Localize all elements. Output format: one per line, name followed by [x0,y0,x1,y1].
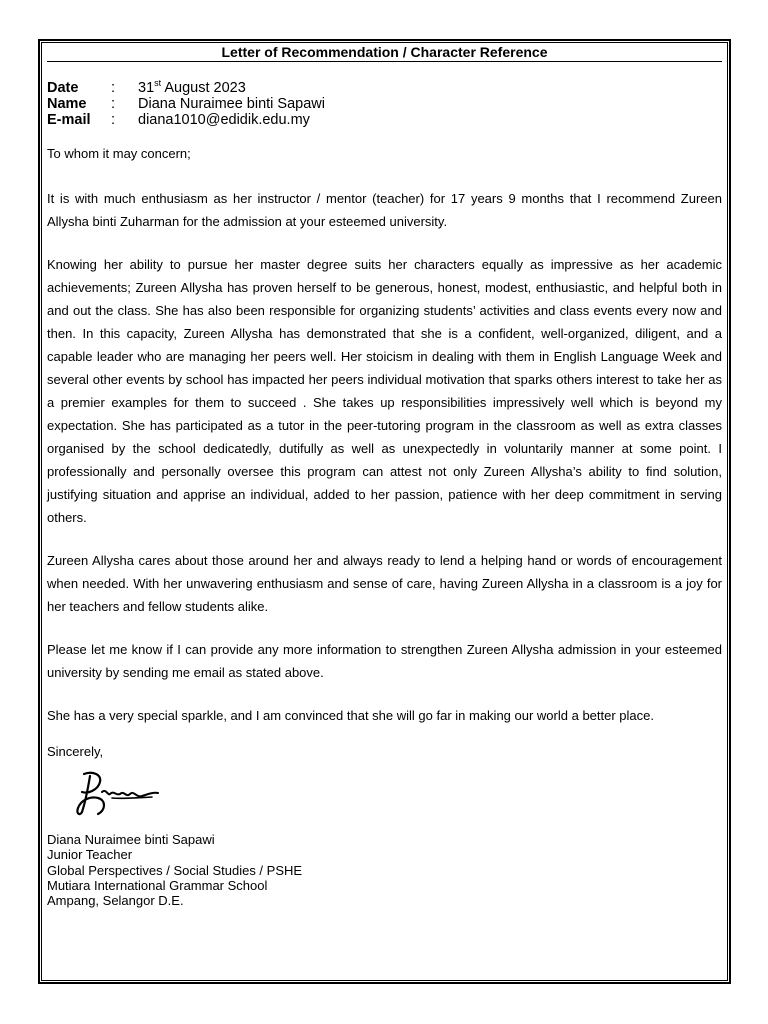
email-label: E-mail [47,112,91,128]
signoff-subjects: Global Perspectives / Social Studies / PSHE [47,862,303,878]
signature-image [72,768,162,823]
letter-title: Letter of Recommendation / Character Reference [47,43,722,62]
letter-body [47,43,722,908]
date-rest: August 2023 [161,80,246,96]
paragraph-character: Knowing her ability to pursue her master degree suits her characters equally as impressive as her academic achievements; Zureen Allysha has proven herself to be generous, honest, modest, enthusiastic, and helpful both in and out the class. She has also been responsible for organizing students’ activities and class events every now and then. In this capacity, Zureen Allysha has demonstrated that she is a confident, well-organized, diligent, and a capable leader who are managing her peers well. Her stoicism in dealing with them in English Language Week and several other events by school has impacted her peers individual motivation that sparks others interest to take her as a premier examples for them to succeed . She takes up responsibilities impressively well which is beyond my expectation. She has participated as a tutor in the peer-tutoring program in the classroom as well as extra classes organised by the school dedicatedly, dutifully as well as unexpectedly in voluntarily manner at some point. I professionally and personally oversee this program can attest not only Zureen Allysha’s ability to find solution, justifying situation and apprise an individual, added to her passion, patience with her deep commitment in serving others. [47,257,722,525]
date-colon: : [111,80,116,96]
paragraph-closing: She has a very special sparkle, and I am convinced that she will go far in making our world a better place. [47,708,654,723]
paragraph-care: Zureen Allysha cares about those around her and always ready to lend a helping hand or words of encouragement when needed. With her unwavering enthusiasm and sense of care, having Zureen Allysha in a classroom is a joy for her teachers and fellow students alike. [47,553,722,614]
closing: Sincerely, [47,744,104,759]
signoff-block [47,832,722,908]
name-label: Name [47,96,87,112]
date-row [47,80,722,96]
paragraph-intro: It is with much enthusiasm as her instructor / mentor (teacher) for 17 years 9 months that I recommend Zureen Allysha binti Zuharman for the admission at your esteemed university. [47,191,722,229]
salutation: To whom it may concern; [47,146,191,161]
signoff-role: Junior Teacher [47,847,133,863]
email-row [47,112,722,128]
signoff-location: Ampang, Selangor D.E. [47,893,184,909]
signoff-name: Diana Nuraimee binti Sapawi [47,832,215,847]
name-value: Diana Nuraimee binti Sapawi [138,96,325,112]
letter-meta [47,80,722,128]
email-value: diana1010@edidik.edu.my [138,112,310,128]
name-colon: : [111,96,116,112]
date-label: Date [47,80,79,96]
date-suffix: st [154,78,162,89]
email-colon: : [111,112,116,128]
date-day: 31 [138,80,155,96]
signoff-school: Mutiara International Grammar School [47,877,268,893]
date-value [138,80,722,96]
name-row [47,96,722,112]
paragraph-contact: Please let me know if I can provide any more information to strengthen Zureen Allysha admission in your esteemed university by sending me email as stated above. [47,642,722,680]
